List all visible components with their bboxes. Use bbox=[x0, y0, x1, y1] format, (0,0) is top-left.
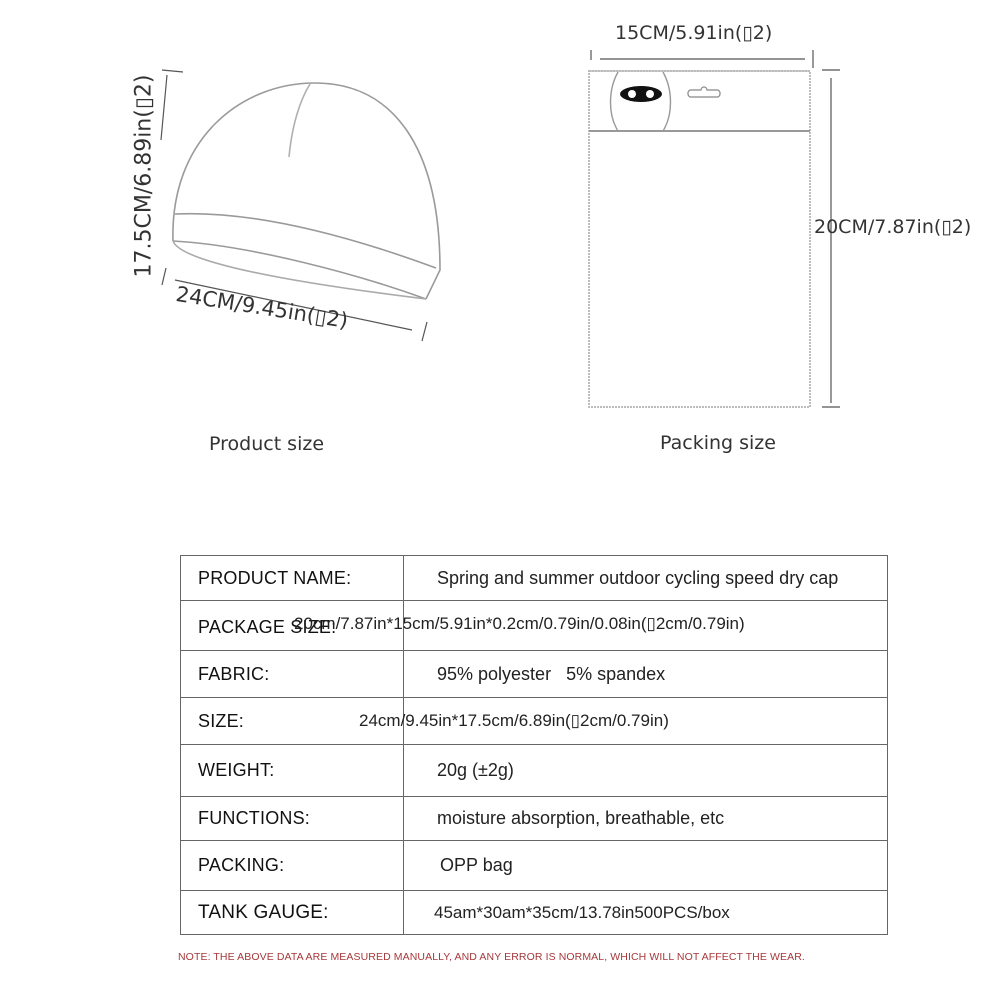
table-row-fabric bbox=[181, 651, 888, 698]
table-row-weight bbox=[181, 745, 888, 797]
table-row-package-size bbox=[181, 601, 888, 651]
row-value: OPP bag bbox=[404, 841, 888, 891]
disclaimer-note: NOTE: THE ABOVE DATA ARE MEASURED MANUALLY, AND ANY ERROR IS NORMAL, WHICH WILL NOT AFFECT THE WEAR. bbox=[178, 951, 805, 963]
row-label: PRODUCT NAME: bbox=[181, 556, 404, 601]
row-label: PACKING: bbox=[181, 841, 404, 891]
row-value: 20g (±2g) bbox=[404, 745, 888, 797]
packing-size-caption: Packing size bbox=[660, 432, 776, 454]
row-label: TANK GAUGE: bbox=[181, 891, 404, 935]
bag-width-label: 15CM/5.91in(▯2) bbox=[615, 22, 773, 44]
cap-illustration bbox=[173, 83, 440, 299]
cap-width-label: 24CM/9.45in(▯2) bbox=[174, 282, 350, 333]
row-label: FABRIC: bbox=[181, 651, 404, 698]
row-label: SIZE: bbox=[181, 698, 404, 745]
row-value: Spring and summer outdoor cycling speed dry cap bbox=[404, 556, 888, 601]
bag-illustration bbox=[589, 71, 810, 407]
row-value: 45am*30am*35cm/13.78in500PCS/box bbox=[404, 891, 888, 935]
table-row-packing bbox=[181, 841, 888, 891]
bag-dimension-lines bbox=[591, 50, 840, 407]
spec-table bbox=[180, 555, 888, 935]
row-value: 95% polyester 5% spandex bbox=[404, 651, 888, 698]
row-label: PACKAGE SIZE: bbox=[181, 601, 404, 651]
row-value bbox=[294, 601, 888, 651]
table-row-size bbox=[181, 698, 888, 745]
row-label: FUNCTIONS: bbox=[181, 797, 404, 841]
product-size-caption: Product size bbox=[209, 433, 325, 455]
row-value bbox=[359, 698, 888, 745]
cap-height-label: 17.5CM/6.89in(▯2) bbox=[131, 74, 157, 278]
row-label: WEIGHT: bbox=[181, 745, 404, 797]
size-value: 24cm/9.45in*17.5cm/6.89in(▯2cm/0.79in) bbox=[359, 711, 669, 730]
bag-height-label: 20CM/7.87in(▯2) bbox=[814, 216, 972, 238]
table-row-tank-gauge bbox=[181, 891, 888, 935]
row-value: moisture absorption, breathable, etc bbox=[404, 797, 888, 841]
table-row-functions bbox=[181, 797, 888, 841]
package-size-value: 20cm/7.87in*15cm/5.91in*0.2cm/0.79in/0.08in(▯2cm/0.79in) bbox=[294, 614, 745, 633]
table-row-product-name bbox=[181, 556, 888, 601]
